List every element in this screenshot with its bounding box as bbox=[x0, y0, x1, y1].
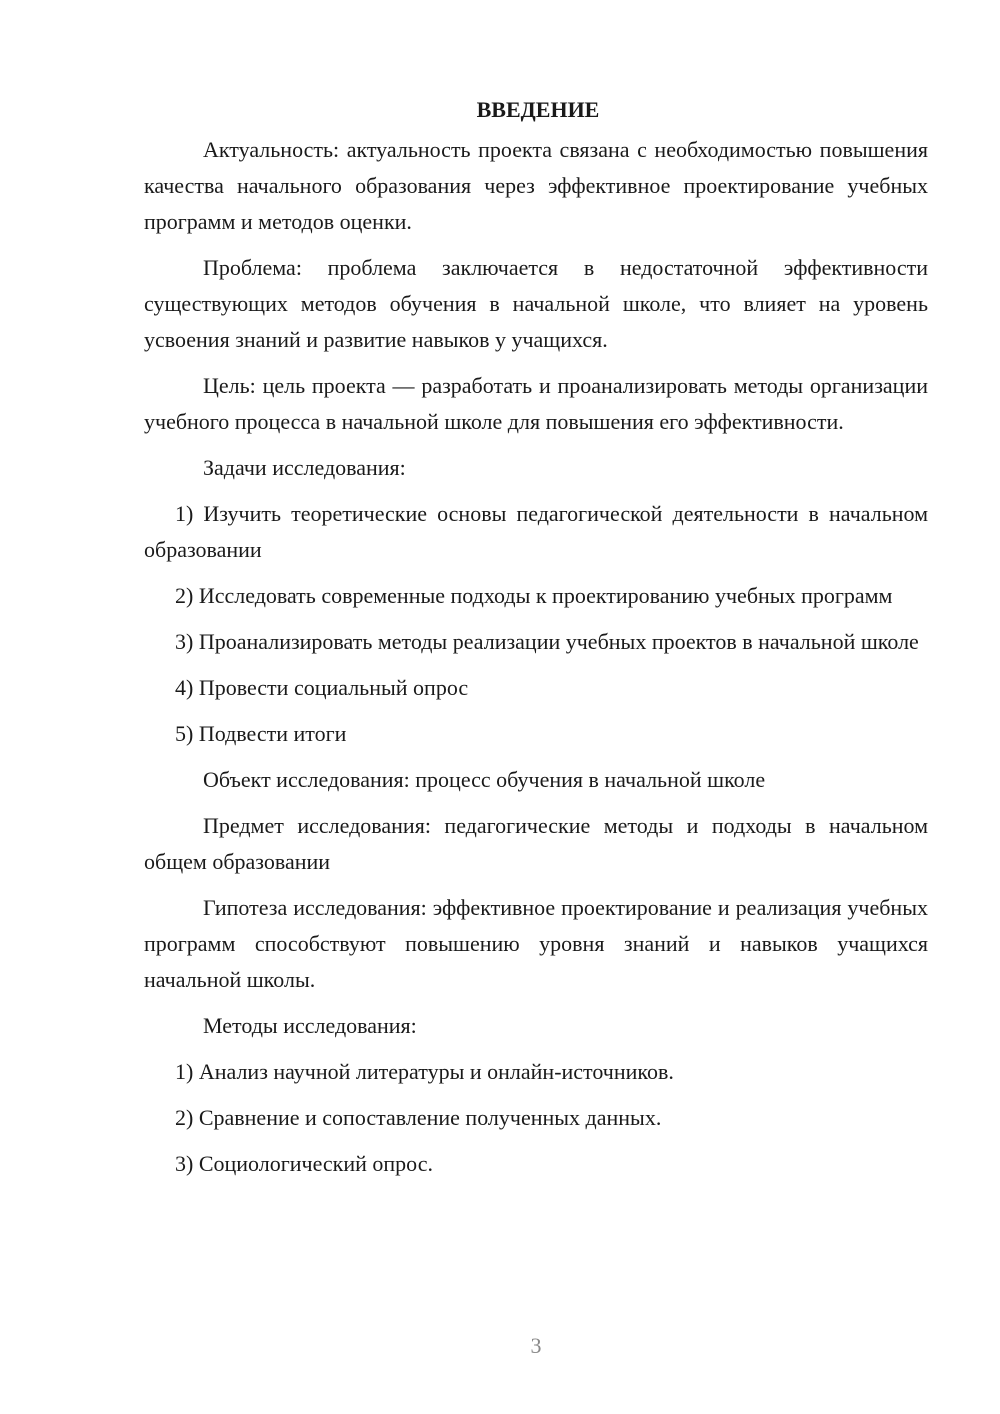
task-item: 4) Провести социальный опрос bbox=[175, 675, 469, 700]
tasks-title: Задачи исследования: bbox=[203, 455, 406, 480]
method-item: 1) Анализ научной литературы и онлайн-источников. bbox=[175, 1059, 674, 1084]
task-item: 5) Подвести итоги bbox=[175, 721, 347, 746]
page-content bbox=[144, 92, 928, 1192]
section-heading: ВВЕДЕНИЕ bbox=[476, 97, 600, 122]
relevance-paragraph: Актуальность: актуальность проекта связана с необходимостью повышения качества начального образования через эффективное проектирование учебных программ и методов оценки. bbox=[144, 137, 928, 234]
object-paragraph: Объект исследования: процесс обучения в начальной школе bbox=[203, 767, 766, 792]
page-number: 3 bbox=[530, 1333, 542, 1358]
method-item: 3) Социологический опрос. bbox=[175, 1151, 433, 1176]
hypothesis-paragraph: Гипотеза исследования: эффективное проектирование и реализация учебных программ способствуют повышению уровня знаний и навыков учащихся начальной школы. bbox=[144, 895, 928, 992]
subject-paragraph: Предмет исследования: педагогические методы и подходы в начальном общем образовании bbox=[144, 813, 928, 874]
task-item: 1) Изучить теоретические основы педагогической деятельности в начальном образовании bbox=[144, 501, 928, 562]
method-item: 2) Сравнение и сопоставление полученных данных. bbox=[175, 1105, 662, 1130]
task-item: 2) Исследовать современные подходы к проектированию учебных программ bbox=[175, 583, 893, 608]
task-item: 3) Проанализировать методы реализации учебных проектов в начальной школе bbox=[175, 629, 919, 654]
methods-title: Методы исследования: bbox=[203, 1013, 417, 1038]
problem-paragraph: Проблема: проблема заключается в недостаточной эффективности существующих методов обучения в начальной школе, что влияет на уровень усвоения знаний и развитие навыков у учащихся. bbox=[144, 255, 928, 352]
goal-paragraph: Цель: цель проекта — разработать и проанализировать методы организации учебного процесса в начальной школе для повышения его эффективности. bbox=[144, 373, 928, 434]
